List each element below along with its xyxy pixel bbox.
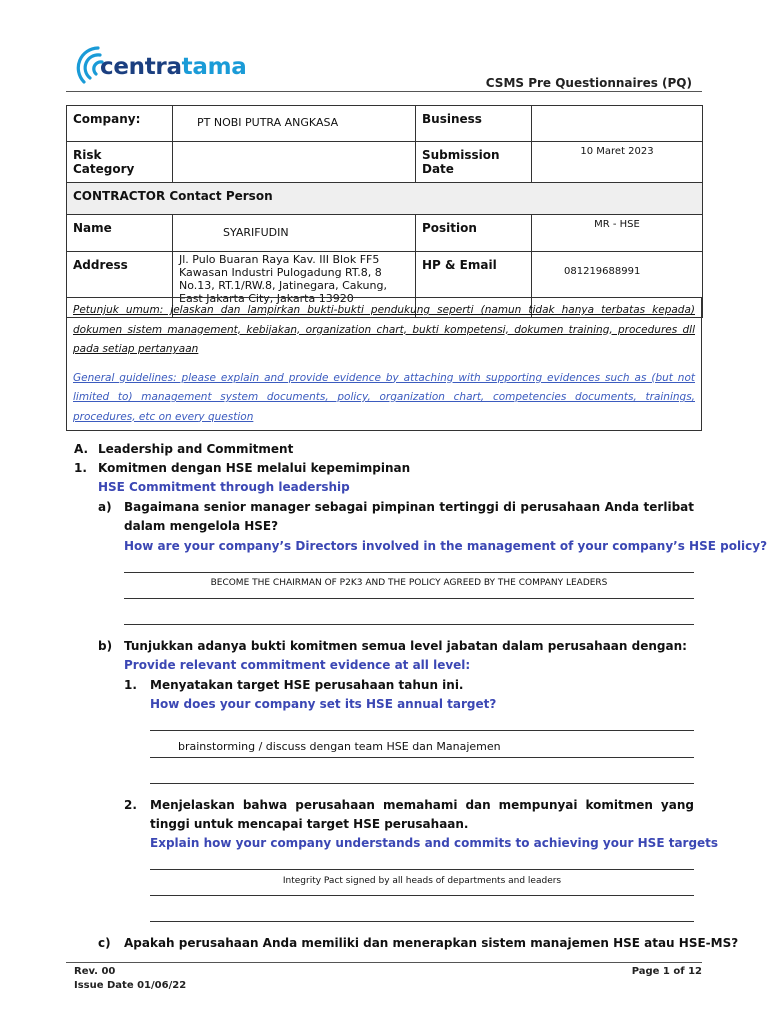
address-label: Address: [67, 252, 173, 318]
risk-category-value[interactable]: [173, 142, 416, 183]
answer-line: [124, 572, 694, 573]
hp-email-value[interactable]: 081219688991: [532, 252, 703, 318]
answer-line: [124, 598, 694, 599]
table-row: [67, 183, 703, 215]
position-value[interactable]: MR - HSE: [532, 215, 703, 252]
issue-date: Issue Date 01/06/22: [74, 980, 187, 991]
item-number: 1.: [74, 461, 87, 475]
sub1-answer[interactable]: brainstorming / discuss dengan team HSE dan Manajemen: [178, 740, 501, 753]
name-value[interactable]: SYARIFUDIN: [173, 215, 416, 252]
business-value[interactable]: [532, 106, 703, 142]
guidelines-english: General guidelines: please explain and provide evidence by attaching with supporting evidences such as (but not limited to) management system documents, policy, organization chart, competencies documents, trainings, procedures, etc on every question: [73, 371, 695, 423]
sub2-english: Explain how your company understands and commits to achieving your HSE targets: [150, 836, 719, 850]
question-b-indonesian: Tunjukkan adanya bukti komitmen semua level jabatan dalam perusahaan dengan:: [124, 639, 687, 653]
guidelines-indonesian: Petunjuk umum: jelaskan dan lampirkan bukti-bukti pendukung seperti (namun tidak hanya terbatas kepada) dokumen sistem management, kebijakan, organization chart, bukti kompetensi, dokumen training, procedures dll pada setiap pertanyaan: [73, 304, 695, 355]
address-value[interactable]: Jl. Pulo Buaran Raya Kav. III Blok FF5 Kawasan Industri Pulogadung RT.8, 8 No.13, RT.1/RW.8, Jatinegara, Cakung, East Jakarta City, Jakarta 13920: [173, 252, 416, 318]
question-c-marker: c): [98, 936, 111, 950]
business-label: Business: [416, 106, 532, 142]
section-letter: A.: [74, 442, 89, 456]
question-b-marker: b): [98, 639, 113, 653]
question-a-indonesian: Bagaimana senior manager sebagai pimpinan tertinggi di perusahaan Anda terlibat dalam mengelola HSE?: [124, 500, 694, 533]
submission-date-value[interactable]: 10 Maret 2023: [532, 142, 703, 183]
question-a-answer[interactable]: BECOME THE CHAIRMAN OF P2K3 AND THE POLICY AGREED BY THE COMPANY LEADERS: [210, 578, 608, 588]
table-row: [67, 106, 703, 142]
answer-line: [150, 757, 694, 758]
footer-divider: [66, 962, 702, 963]
name-label: Name: [67, 215, 173, 252]
sub1-indonesian: Menyatakan target HSE perusahaan tahun ini.: [150, 678, 464, 692]
sub2-answer[interactable]: Integrity Pact signed by all heads of departments and leaders: [282, 876, 562, 886]
sub2-indonesian: Menjelaskan bahwa perusahaan memahami dan mempunyai komitmen yang tinggi untuk mencapai target HSE perusahaan.: [150, 798, 694, 831]
company-value[interactable]: PT NOBI PUTRA ANGKASA: [173, 106, 416, 142]
sub1-english: How does your company set its HSE annual target?: [150, 697, 497, 711]
item-title-indonesian: Komitmen dengan HSE melalui kepemimpinan: [98, 461, 411, 475]
sub1-number: 1.: [124, 678, 137, 692]
answer-line: [150, 869, 694, 870]
answer-line: [124, 624, 694, 625]
section-title: Leadership and Commitment: [98, 442, 294, 456]
table-row: [67, 142, 703, 183]
contact-section-header: CONTRACTOR Contact Person: [67, 183, 703, 215]
revision-number: Rev. 00: [74, 966, 116, 977]
question-c-indonesian: Apakah perusahaan Anda memiliki dan menerapkan sistem manajemen HSE atau HSE-MS?: [124, 936, 739, 950]
header-divider: [66, 91, 702, 92]
question-a-marker: a): [98, 500, 112, 514]
sub2-number: 2.: [124, 798, 137, 812]
page-number: Page 1 of 12: [631, 966, 702, 977]
question-a-english: How are your company’s Directors involved in the management of your company’s HSE policy?: [124, 539, 768, 553]
item-title-english: HSE Commitment through leadership: [98, 480, 350, 494]
answer-line: [150, 921, 694, 922]
position-label: Position: [416, 215, 532, 252]
answer-line: [150, 895, 694, 896]
general-guidelines-box: [66, 297, 702, 431]
company-label: Company:: [67, 106, 173, 142]
hp-email-label: HP & Email: [416, 252, 532, 318]
submission-date-label: Submission Date: [416, 142, 532, 183]
document-title: CSMS Pre Questionnaires (PQ): [485, 76, 692, 90]
table-row: [67, 215, 703, 252]
contractor-info-table: [66, 105, 703, 318]
question-b-english: Provide relevant commitment evidence at all level:: [124, 658, 471, 672]
risk-category-label: Risk Category: [67, 142, 173, 183]
company-logo: [76, 42, 247, 90]
logo-wordmark: centratama: [100, 54, 247, 80]
answer-line: [150, 730, 694, 731]
answer-line: [150, 783, 694, 784]
